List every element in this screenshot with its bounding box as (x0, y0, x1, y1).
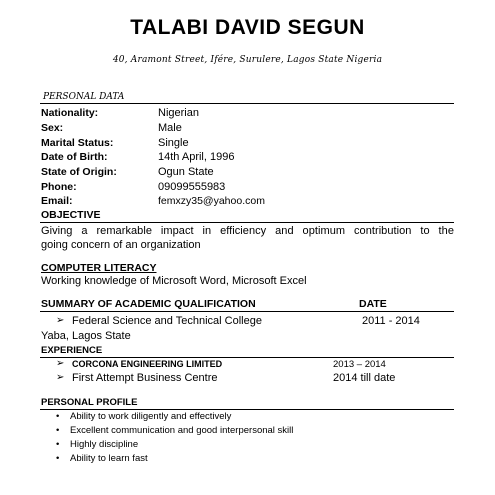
profile-item: Ability to learn fast (70, 453, 148, 464)
divider (40, 103, 454, 104)
address: 40, Aramont Street, Ifére, Surulere, Lagos State Nigeria (112, 55, 383, 65)
resume-name: TALABI DAVID SEGUN (130, 16, 365, 39)
date-heading: DATE (359, 298, 387, 310)
state-of-origin-value: Ogun State (158, 166, 214, 178)
objective-text-line2: going concern of an organization (41, 239, 201, 251)
experience-item-name: First Attempt Business Centre (72, 372, 218, 384)
arrow-bullet-icon: ➢ (56, 358, 65, 369)
objective-heading: OBJECTIVE (41, 209, 101, 221)
bullet-icon: • (56, 439, 60, 450)
experience-heading: EXPERIENCE (41, 345, 103, 356)
divider (40, 357, 454, 358)
computer-literacy-text: Working knowledge of Microsoft Word, Microsoft Excel (41, 275, 307, 287)
date-of-birth-value: 14th April, 1996 (158, 151, 235, 163)
arrow-bullet-icon: ➢ (56, 372, 65, 383)
personal-data-heading: PERSONAL DATA (43, 92, 125, 102)
date-of-birth-label: Date of Birth: (41, 151, 108, 163)
objective-text-line1: Giving a remarkable impact in efficiency and optimum contribution to the (41, 225, 454, 237)
email-value: femxzy35@yahoo.com (158, 195, 265, 207)
school-location: Yaba, Lagos State (41, 330, 131, 342)
divider (40, 409, 454, 410)
sex-label: Sex: (41, 122, 64, 134)
marital-status-value: Single (158, 137, 189, 149)
divider (40, 222, 454, 223)
email-label: Email: (41, 195, 73, 207)
personal-profile-heading: PERSONAL PROFILE (41, 397, 138, 408)
divider (40, 311, 454, 312)
phone-value: 09099555983 (158, 181, 226, 193)
nationality-value: Nigerian (158, 107, 199, 119)
sex-value: Male (158, 122, 182, 134)
experience-item-name: CORCONA ENGINEERING LIMITED (72, 359, 223, 369)
arrow-bullet-icon: ➢ (56, 315, 65, 326)
bullet-icon: • (56, 411, 60, 422)
nationality-label: Nationality: (41, 107, 99, 119)
computer-literacy-heading: COMPUTER LITERACY (41, 262, 157, 274)
marital-status-label: Marital Status: (41, 137, 114, 149)
experience-item-date: 2013 – 2014 (333, 359, 386, 370)
phone-label: Phone: (41, 181, 77, 193)
profile-item: Highly discipline (70, 439, 139, 450)
academic-heading: SUMMARY OF ACADEMIC QUALIFICATION (41, 298, 256, 310)
profile-item: Excellent communication and good interpersonal skill (70, 425, 294, 436)
school-name: Federal Science and Technical College (72, 315, 262, 327)
state-of-origin-label: State of Origin: (41, 166, 117, 178)
experience-item-date: 2014 till date (333, 372, 396, 384)
bullet-icon: • (56, 453, 60, 464)
bullet-icon: • (56, 425, 60, 436)
profile-item: Ability to work diligently and effectively (70, 411, 232, 422)
school-dates: 2011 - 2014 (362, 315, 420, 327)
